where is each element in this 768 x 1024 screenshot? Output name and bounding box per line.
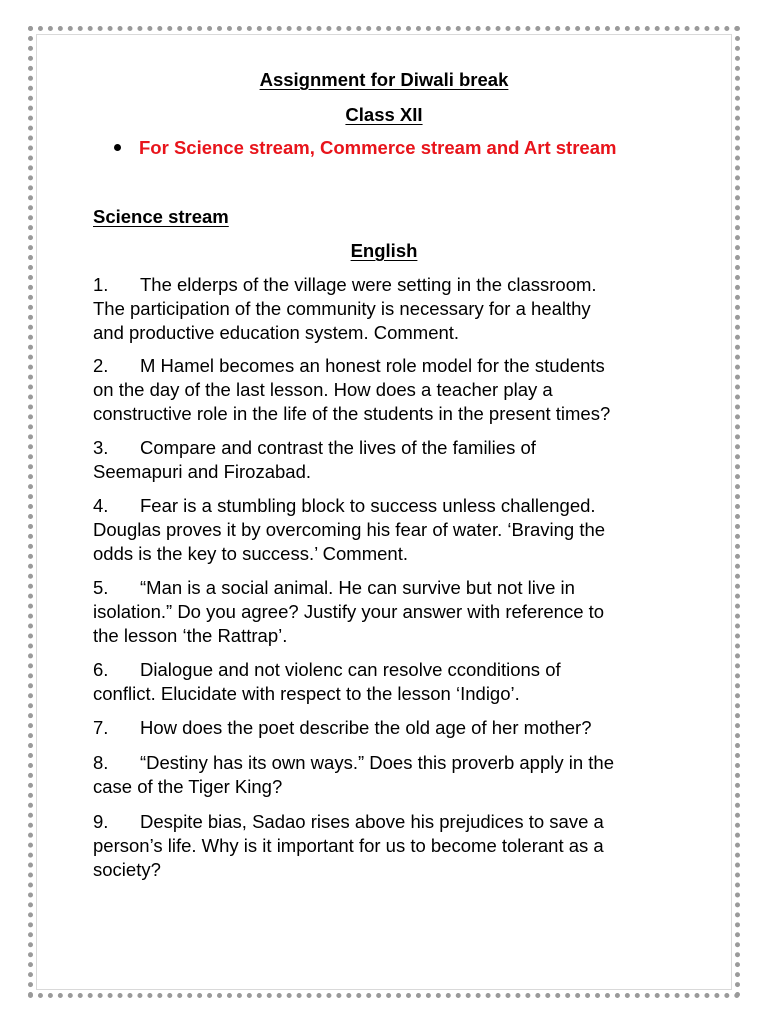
streams-note — [114, 137, 616, 159]
question-1 — [93, 273, 683, 345]
section-heading: Science stream — [93, 206, 229, 227]
question-number: 5. — [93, 577, 109, 598]
question-line: Fear is a stumbling block to success unless challenged. — [140, 495, 596, 516]
question-number: 6. — [93, 659, 109, 680]
bullet-icon — [114, 144, 121, 151]
question-line: person’s life. Why is it important for us to become tolerant as a — [93, 835, 604, 856]
question-7 — [93, 716, 683, 740]
subject-heading: English — [350, 240, 418, 261]
question-4 — [93, 494, 683, 566]
question-line: “Destiny has its own ways.” Does this proverb apply in the — [140, 752, 615, 773]
question-line: Dialogue and not violenc can resolve cconditions of — [140, 659, 561, 680]
question-number: 8. — [93, 752, 109, 773]
question-line: society? — [93, 859, 161, 880]
question-number: 2. — [93, 355, 109, 376]
question-line: M Hamel becomes an honest role model for the students — [140, 355, 605, 376]
question-9 — [93, 810, 683, 882]
question-line: The participation of the community is necessary for a healthy — [93, 298, 591, 319]
question-line: The elderps of the village were setting in the classroom. — [140, 274, 597, 295]
question-5 — [93, 576, 683, 648]
question-number: 1. — [93, 274, 109, 295]
question-line: conflict. Elucidate with respect to the lesson ‘Indigo’. — [93, 683, 520, 704]
question-line: odds is the key to success.’ Comment. — [93, 543, 408, 564]
question-number: 9. — [93, 811, 109, 832]
question-line: constructive role in the life of the students in the present times? — [93, 403, 611, 424]
question-3 — [93, 436, 683, 484]
question-number: 4. — [93, 495, 109, 516]
question-line: “Man is a social animal. He can survive but not live in — [140, 577, 575, 598]
question-2 — [93, 354, 683, 426]
question-number: 3. — [93, 437, 109, 458]
question-line: on the day of the last lesson. How does a teacher play a — [93, 379, 553, 400]
question-8 — [93, 751, 683, 799]
question-line: and productive education system. Comment. — [93, 322, 460, 343]
class-label: Class XII — [345, 104, 423, 125]
question-line: Seemapuri and Firozabad. — [93, 461, 312, 482]
question-line: Douglas proves it by overcoming his fear of water. ‘Braving the — [93, 519, 606, 540]
question-line: the lesson ‘the Rattrap’. — [93, 625, 288, 646]
question-line: Compare and contrast the lives of the families of — [140, 437, 536, 458]
question-line: case of the Tiger King? — [93, 776, 283, 797]
question-number: 7. — [93, 717, 109, 738]
question-line: How does the poet describe the old age of her mother? — [140, 717, 592, 738]
question-line: isolation.” Do you agree? Justify your answer with reference to — [93, 601, 605, 622]
streams-note-text: For Science stream, Commerce stream and Art stream — [139, 137, 617, 158]
question-line: Despite bias, Sadao rises above his prejudices to save a — [140, 811, 604, 832]
question-6 — [93, 658, 683, 706]
assignment-title: Assignment for Diwali break — [259, 69, 509, 90]
